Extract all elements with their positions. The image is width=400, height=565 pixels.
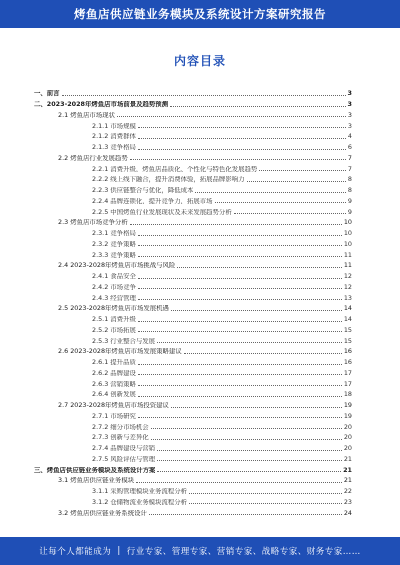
toc-dot-leader [151,439,342,440]
table-of-contents [34,86,352,516]
toc-entry-label: 2.5.1 消费升级 [92,316,136,323]
toc-entry-label: 2.3.3 竞争策略 [92,251,136,258]
toc-entry-label: 2.5.3 行业整合与发展 [92,337,156,344]
toc-dot-leader [177,267,342,268]
toc-dot-leader [136,482,342,483]
toc-entry-page: 12 [343,272,352,280]
toc-dot-leader [189,503,342,504]
toc-dot-leader [157,342,342,343]
toc-entry-page: 20 [343,444,352,452]
toc-entry[interactable] [34,247,352,258]
toc-entry-page: 3 [347,89,352,97]
toc-dot-leader [138,299,342,300]
toc-dot-leader [189,493,342,494]
footer-separator: | [117,546,121,556]
toc-dot-leader [138,235,342,236]
footer-roles: 行业专家、管理专家、营销专家、战略专家、财务专家…… [126,547,361,557]
toc-dot-leader [138,385,342,386]
toc-entry[interactable] [34,129,352,140]
toc-entry-label: 2.1.2 消费群体 [92,133,136,140]
toc-entry-page: 11 [343,250,352,258]
toc-entry-page: 7 [347,153,352,162]
toc-dot-leader [138,278,342,279]
toc-entry[interactable] [34,183,352,194]
toc-heading: 内容目录 [173,54,226,68]
toc-dot-leader [138,396,342,397]
toc-entry[interactable] [34,97,352,108]
toc-entry-page: 10 [343,229,352,237]
toc-entry[interactable] [34,258,352,269]
toc-entry-label: 2.5.2 市场拓展 [92,326,136,334]
toc-entry-page: 3 [347,110,352,119]
toc-dot-leader [215,202,346,203]
toc-entry-label: 2.7 2023-2028年烤鱼店市场投资建议 [58,402,169,409]
toc-entry-page: 10 [343,218,352,226]
toc-dot-leader [138,256,342,257]
toc-dot-leader [138,364,342,365]
toc-dot-leader [149,514,342,515]
toc-entry[interactable] [34,215,352,226]
toc-entry[interactable] [34,269,352,280]
toc-entry-page: 17 [343,379,352,387]
toc-dot-leader [138,321,342,322]
toc-entry-label: 二、2023-2028年烤鱼店市场前景及趋势预测 [34,101,169,108]
toc-entry[interactable] [34,301,352,312]
toc-entry-label: 2.4.3 经营管理 [92,294,136,301]
toc-entry[interactable] [34,462,352,473]
toc-dot-leader [170,106,345,107]
toc-entry-page: 3 [347,121,352,129]
toc-entry[interactable] [34,505,352,516]
toc-entry-page: 8 [347,186,352,194]
toc-entry-label: 2.2.4 品牌连锁化，提升竞争力，拓展市场 [92,197,213,205]
toc-entry-page: 24 [343,508,352,516]
toc-entry-page: 4 [347,132,352,140]
toc-entry-label: 2.7.1 市场研究 [92,412,136,420]
toc-entry-label: 2.7.2 细分市场机会 [92,423,149,430]
toc-dot-leader [171,310,342,311]
toc-entry-page: 12 [343,282,352,291]
toc-dot-leader [259,170,346,171]
toc-entry[interactable] [34,237,352,248]
toc-entry[interactable] [34,172,352,183]
toc-entry-label: 2.2.1 消费升级，烤鱼店品质化、个性化与特色化发展趋势 [92,165,258,172]
toc-entry-label: 2.4.1 食品安全 [92,273,136,280]
toc-entry[interactable] [34,333,352,344]
toc-entry-page: 6 [347,143,352,151]
toc-entry-page: 20 [343,422,352,430]
toc-entry-page: 14 [343,304,352,312]
toc-dot-leader [247,181,346,182]
toc-entry-label: 三、烤鱼店供应链业务模块及系统设计方案 [34,466,156,473]
toc-entry-page: 13 [343,293,352,301]
toc-entry-label: 2.5 2023-2028年烤鱼店市场发展机遇 [58,305,169,312]
toc-dot-leader [157,460,342,461]
toc-entry-label: 2.6.4 创新发展 [92,391,136,398]
toc-entry-label: 2.7.5 风险评估与管理 [92,455,156,463]
toc-dot-leader [138,288,342,289]
toc-dot-leader [138,138,346,139]
toc-entry[interactable] [34,484,352,495]
toc-entry-label: 2.6.3 营销策略 [92,380,136,387]
toc-entry-page: 3 [347,100,352,108]
toc-entry[interactable] [34,108,352,119]
toc-entry[interactable] [34,441,352,452]
toc-entry-label: 2.6 2023-2028年烤鱼店市场发展策略建议 [58,348,182,355]
toc-entry-page: 16 [343,358,352,366]
toc-entry[interactable] [34,344,352,355]
toc-entry-page: 9 [347,196,352,205]
toc-dot-leader [138,374,342,375]
toc-entry[interactable] [34,452,352,463]
toc-entry[interactable] [34,86,352,97]
toc-entry-page: 8 [347,175,352,183]
toc-entry-page: 21 [343,454,352,463]
toc-entry[interactable] [34,376,352,387]
toc-entry-page: 11 [343,261,352,269]
toc-dot-leader [234,213,346,214]
toc-entry-page: 7 [347,164,352,172]
toc-dot-leader [195,192,346,193]
toc-entry[interactable] [34,151,352,162]
toc-entry-page: 15 [343,336,352,344]
toc-entry-label: 2.2.5 中国烤鱼行业发展现状及未来发展趋势分析 [92,208,232,215]
toc-entry[interactable] [34,161,352,172]
toc-dot-leader [62,95,346,96]
toc-entry-page: 19 [343,401,352,409]
toc-entry-label: 2.4 2023-2028年烤鱼店市场挑战与风险 [58,262,176,269]
toc-entry-label: 2.6.2 品牌建设 [92,369,136,377]
toc-entry[interactable] [34,355,352,366]
page-header [0,0,400,28]
toc-entry[interactable] [34,419,352,430]
toc-entry-label: 2.6.1 提升品质 [92,359,136,366]
toc-entry-label: 2.3.2 竞争策略 [92,240,136,248]
toc-entry-label: 2.2 烤鱼店行业发展趋势 [58,154,128,162]
toc-entry[interactable] [34,312,352,323]
toc-entry-page: 9 [347,207,352,215]
footer-lead: 让每个人都能成为 [39,547,112,557]
toc-dot-leader [157,471,341,472]
toc-entry-page: 10 [343,239,352,248]
toc-entry-page: 22 [343,487,352,495]
toc-dot-leader [138,331,342,332]
page-footer [0,537,400,565]
toc-dot-leader [171,407,342,408]
toc-entry-label: 2.1.3 竞争格局 [92,144,136,151]
toc-entry[interactable] [34,194,352,205]
toc-entry-label: 2.3.1 竞争格局 [92,230,136,237]
toc-entry-page: 16 [343,347,352,355]
toc-dot-leader [184,353,342,354]
toc-entry-label: 3.1.1 采购管理模块业务流程分析 [92,488,187,495]
toc-dot-leader [117,116,346,117]
toc-dot-leader [138,417,342,418]
toc-entry-label: 2.7.4 品牌建设与营销 [92,445,156,452]
toc-entry[interactable] [34,473,352,484]
toc-entry[interactable] [34,280,352,291]
toc-entry[interactable] [34,430,352,441]
toc-entry-label: 一、前言 [34,90,60,97]
toc-entry[interactable] [34,118,352,129]
toc-entry[interactable] [34,290,352,301]
toc-entry-label: 2.1.1 市场规模 [92,122,136,129]
toc-entry-page: 19 [343,411,352,420]
toc-dot-leader [138,149,346,150]
toc-entry[interactable] [34,398,352,409]
toc-entry-page: 15 [343,325,352,334]
toc-entry-label: 3.1.2 仓储物流业务模块流程分析 [92,498,187,506]
toc-entry[interactable] [34,366,352,377]
toc-entry-page: 21 [343,476,352,484]
toc-entry[interactable] [34,495,352,506]
toc-entry-label: 3.1 烤鱼店供应链业务模块 [58,477,135,484]
toc-entry[interactable] [34,323,352,334]
toc-entry[interactable] [34,204,352,215]
toc-entry-page: 21 [343,465,352,473]
toc-entry-label: 2.2.3 供应链整合与优化，降低成本 [92,187,194,194]
toc-entry-page: 14 [343,315,352,323]
toc-entry-page: 23 [343,497,352,506]
toc-entry[interactable] [34,409,352,420]
toc-dot-leader [151,428,342,429]
toc-entry-page: 20 [343,433,352,441]
toc-entry-label: 2.7.3 创新与差异化 [92,434,149,441]
toc-dot-leader [138,127,346,128]
toc-dot-leader [138,245,342,246]
toc-entry[interactable] [34,387,352,398]
toc-entry-label: 3.2 烤鱼店供应链业务系统设计 [58,509,147,516]
toc-entry-label: 2.3 烤鱼店市场竞争分析 [58,219,128,226]
toc-entry-label: 2.2.2 线上线下融合，提升消费体验，拓展品牌影响力 [92,176,245,183]
toc-dot-leader [130,159,346,160]
toc-entry-label: 2.4.2 市场竞争 [92,283,136,291]
toc-entry-label: 2.1 烤鱼店市场现状 [58,111,115,119]
toc-entry-page: 17 [343,368,352,377]
toc-entry[interactable] [34,226,352,237]
toc-entry[interactable] [34,140,352,151]
report-title: 烤鱼店供应链业务模块及系统设计方案研究报告 [74,7,326,21]
toc-entry-page: 18 [343,390,352,398]
toc-dot-leader [130,224,342,225]
toc-dot-leader [157,450,342,451]
